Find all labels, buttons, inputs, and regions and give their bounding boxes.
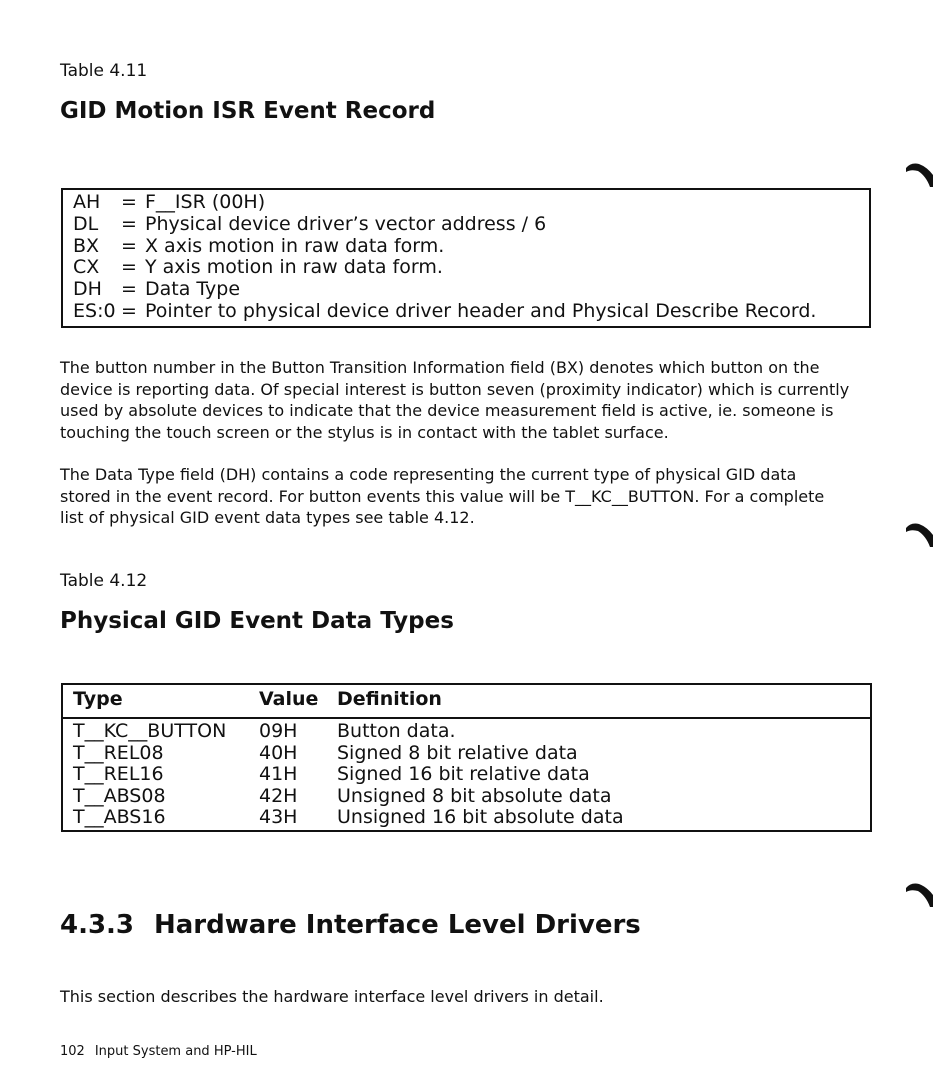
register-name: ES:0 [73, 299, 116, 322]
column-header-definition: Definition [337, 688, 442, 710]
register-name: DH [73, 278, 102, 301]
value-cell: 40H [259, 741, 298, 764]
register-name: DL [73, 212, 99, 235]
margin-mark-icon [906, 162, 934, 188]
table-caption: Table 4.11 [60, 61, 148, 81]
equals-sign: = [121, 278, 137, 301]
paragraph-line: The Data Type field (DH) contains a code representing the current type of physical GID data [60, 465, 797, 484]
table-row [63, 807, 870, 829]
paragraph [60, 357, 860, 443]
register-table [61, 188, 871, 328]
definition-cell: Signed 16 bit relative data [337, 763, 590, 786]
register-description: X axis motion in raw data form. [145, 234, 445, 257]
value-cell: 09H [259, 720, 298, 742]
definition-cell: Button data. [337, 720, 456, 742]
paragraph-line: device is reporting data. Of special interest is button seven (proximity indicator) which is currently [60, 379, 850, 399]
table-row [63, 786, 870, 808]
table-header-row [63, 685, 870, 719]
table-row [63, 721, 870, 743]
type-cell: T__REL08 [73, 741, 164, 764]
paragraph-line: list of physical GID event data types see table 4.12. [60, 508, 475, 527]
section-heading [60, 910, 641, 940]
table-title: GID Motion ISR Event Record [60, 98, 436, 124]
type-cell: T__KC__BUTTON [73, 720, 227, 742]
equals-sign: = [121, 234, 137, 257]
table-row [73, 214, 869, 236]
paragraph [60, 464, 860, 529]
page-footer [60, 1044, 257, 1059]
equals-sign: = [121, 212, 137, 235]
paragraph-line: stored in the event record. For button events this value will be T__KC__BUTTON. For a complete [60, 486, 825, 506]
register-description: Pointer to physical device driver header and Physical Describe Record. [145, 299, 817, 322]
data-types-table [61, 683, 872, 832]
table-title: Physical GID Event Data Types [60, 608, 454, 634]
table-row [73, 301, 869, 323]
equals-sign: = [121, 191, 137, 213]
register-description: F__ISR (00H) [145, 191, 266, 213]
register-description: Data Type [145, 278, 241, 301]
table-row [73, 236, 869, 258]
definition-cell: Unsigned 16 bit absolute data [337, 806, 624, 829]
register-description: Physical device driver’s vector address / 6 [145, 212, 547, 235]
type-cell: T__ABS08 [73, 784, 166, 807]
register-name: BX [73, 234, 100, 257]
section-number: 4.3.3 [60, 910, 135, 940]
table-row [73, 192, 869, 214]
table-row [63, 743, 870, 765]
table-row [63, 764, 870, 786]
type-cell: T__ABS16 [73, 806, 166, 829]
equals-sign: = [121, 256, 137, 279]
margin-mark-icon [906, 882, 934, 908]
column-header-type: Type [73, 688, 123, 710]
register-name: AH [73, 191, 101, 213]
page-number: 102 [60, 1044, 85, 1059]
definition-cell: Unsigned 8 bit absolute data [337, 784, 612, 807]
section-title: Hardware Interface Level Drivers [154, 910, 641, 940]
table-caption: Table 4.12 [60, 571, 148, 591]
register-description: Y axis motion in raw data form. [145, 256, 443, 279]
value-cell: 42H [259, 784, 298, 807]
definition-cell: Signed 8 bit relative data [337, 741, 578, 764]
section-text: This section describes the hardware interface level drivers in detail. [60, 987, 604, 1006]
equals-sign: = [121, 299, 137, 322]
value-cell: 43H [259, 806, 298, 829]
paragraph-line: The button number in the Button Transition Information field (BX) denotes which button on the [60, 358, 820, 377]
type-cell: T__REL16 [73, 763, 164, 786]
table-row [73, 257, 869, 279]
register-name: CX [73, 256, 100, 279]
column-header-value: Value [259, 688, 319, 710]
table-row [73, 279, 869, 301]
margin-mark-icon [906, 522, 934, 548]
paragraph-line: used by absolute devices to indicate that the device measurement field is active, ie. someone is [60, 401, 834, 420]
value-cell: 41H [259, 763, 298, 786]
paragraph-line: touching the touch screen or the stylus is in contact with the tablet surface. [60, 422, 669, 442]
running-title: Input System and HP-HIL [94, 1044, 257, 1059]
